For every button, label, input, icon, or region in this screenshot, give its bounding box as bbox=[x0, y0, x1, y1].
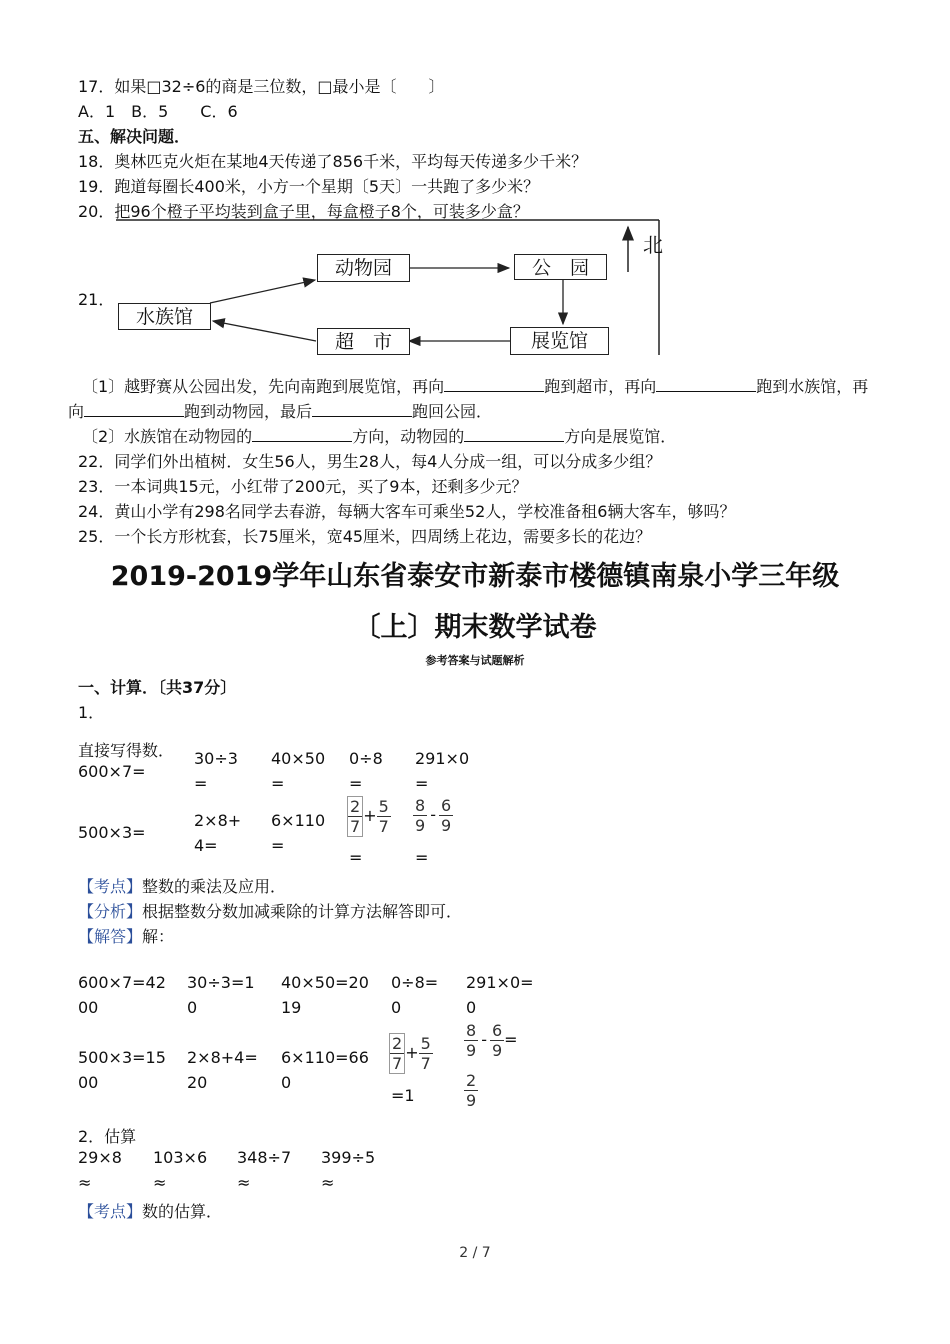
q19-text: 19．跑道每圈长400米，小方一个星期〔5天〕一共跑了多少米？ bbox=[78, 177, 540, 196]
calc-30div3-eq: = bbox=[194, 774, 208, 793]
q21-label: 21． bbox=[78, 290, 115, 309]
page-number: 2 / 7 bbox=[459, 1245, 491, 1261]
page-title-line2: 〔上〕期末数学试卷 bbox=[353, 612, 597, 643]
answer-item-1-number: 1． bbox=[78, 703, 105, 722]
blank-6[interactable] bbox=[464, 427, 564, 442]
calc-291x0-eq: = bbox=[415, 774, 429, 793]
sol-fraction-diff-result bbox=[464, 1071, 478, 1110]
sol-2x8plus4-b: 20 bbox=[187, 1073, 208, 1092]
sol-fraction-6-9: $\frac{6}{9}$ bbox=[491, 1021, 503, 1060]
fraction-sum-eq: = bbox=[349, 848, 363, 867]
sol-40x50-a: 40×50=20 bbox=[281, 973, 369, 992]
blank-2[interactable] bbox=[656, 377, 756, 392]
calc-600x7: 600×7= bbox=[78, 762, 146, 781]
sol-fraction-5-7: $\frac{5}{7}$ bbox=[420, 1034, 431, 1073]
fenxi-1: 【分析】根据整数分数加减乘除的计算方法解答即可． bbox=[78, 902, 463, 921]
est-29x8-approx: ≈ bbox=[78, 1173, 92, 1192]
sol-40x50-b: 19 bbox=[281, 998, 302, 1017]
page-subtitle: 参考答案与试题解析 bbox=[425, 654, 525, 667]
blank-3[interactable] bbox=[84, 402, 184, 417]
sol-plus-sign: + bbox=[405, 1043, 419, 1062]
sol-30div3-b: 0 bbox=[187, 998, 198, 1017]
calc-291x0: 291×0 bbox=[415, 749, 470, 768]
minus-sign: - bbox=[430, 805, 436, 824]
q21-part1-line2 bbox=[68, 399, 492, 422]
blank-1[interactable] bbox=[444, 377, 544, 392]
est-29x8: 29×8 bbox=[78, 1148, 122, 1167]
kaodian-2: 【考点】数的估算． bbox=[78, 1202, 223, 1221]
calc-6x110: 6×110 bbox=[271, 811, 326, 830]
map-supermarket: 超 市 bbox=[317, 328, 410, 355]
answer-section-one-heading: 一、计算．〔共37分〕 bbox=[78, 678, 237, 697]
sol-fraction-2-7: $\frac{2}{7}$ bbox=[389, 1033, 405, 1074]
jieda-tag: 【解答】 bbox=[78, 927, 143, 946]
sol-fraction-2-9: $\frac{2}{9}$ bbox=[466, 1071, 477, 1110]
sol-fraction-diff bbox=[464, 1021, 518, 1060]
fraction-8-9: $\frac{8}{9}$ bbox=[415, 796, 426, 835]
q21-part1-text-f: 跑回公园． bbox=[412, 402, 493, 421]
sol-30div3-a: 30÷3=1 bbox=[187, 973, 255, 992]
map-north-label: 北 bbox=[643, 233, 663, 257]
map-exhibition: 展览馆 bbox=[510, 327, 609, 355]
sol-fraction-8-9: $\frac{8}{9}$ bbox=[466, 1021, 477, 1060]
fraction-2-7: $\frac{2}{7}$ bbox=[347, 796, 363, 837]
sol-291x0-b: 0 bbox=[466, 998, 477, 1017]
fraction-6-9: $\frac{6}{9}$ bbox=[440, 796, 452, 835]
arrow-supermarket-to-aquarium bbox=[213, 321, 316, 341]
calc-6x110-eq: = bbox=[271, 836, 285, 855]
jieda-1: 【解答】解： bbox=[78, 927, 175, 946]
kaodian-tag: 【考点】 bbox=[78, 877, 143, 896]
calc-500x3: 500×3= bbox=[78, 823, 146, 842]
sol-2x8plus4-a: 2×8+4= bbox=[187, 1048, 258, 1067]
q23-text: 23．一本词典15元，小红带了200元，买了9本，还剩多少元？ bbox=[78, 477, 528, 496]
calc-intro: 直接写得数． bbox=[78, 741, 175, 760]
est-348div7-approx: ≈ bbox=[237, 1173, 251, 1192]
sol-diff-eq: = bbox=[504, 1030, 518, 1049]
sol-600x7-a: 600×7=42 bbox=[78, 973, 166, 992]
q22-text: 22．同学们外出植树．女生56人，男生28人，每4人分成一组，可以分成多少组？ bbox=[78, 452, 662, 471]
page-title-line1: 2019-2019学年山东省泰安市新泰市楼德镇南泉小学三年级 bbox=[110, 561, 840, 592]
fraction-sum-expression bbox=[347, 796, 391, 837]
sol-fraction-sum-result: =1 bbox=[391, 1086, 415, 1105]
est-399div5: 399÷5 bbox=[321, 1148, 376, 1167]
est-103x6: 103×6 bbox=[153, 1148, 208, 1167]
est-103x6-approx: ≈ bbox=[153, 1173, 167, 1192]
sol-291x0-a: 291×0= bbox=[466, 973, 534, 992]
fraction-diff-eq: = bbox=[415, 848, 429, 867]
est-399div5-approx: ≈ bbox=[321, 1173, 335, 1192]
plus-sign: + bbox=[363, 806, 377, 825]
sol-minus-sign: - bbox=[481, 1030, 487, 1049]
answer-item-2-heading: 2．估算 bbox=[78, 1127, 137, 1146]
q21-part2-text-b: 方向，动物园的 bbox=[352, 427, 465, 446]
calc-40x50-eq: = bbox=[271, 774, 285, 793]
q21-part2-text-a: 〔2〕水族馆在动物园的 bbox=[82, 427, 253, 446]
calc-0div8: 0÷8 bbox=[349, 749, 383, 768]
blank-5[interactable] bbox=[252, 427, 352, 442]
kaodian-1: 【考点】整数的乘法及应用． bbox=[78, 877, 287, 896]
kaodian-tag-2: 【考点】 bbox=[78, 1202, 143, 1221]
q17-text: 17．如果□32÷6的商是三位数，□最小是〔 〕 bbox=[78, 77, 445, 96]
q17-options: A．1 B．5 C．6 bbox=[78, 102, 238, 121]
calc-2x8plus4: 2×8+ bbox=[194, 811, 242, 830]
sol-6x110-a: 6×110=66 bbox=[281, 1048, 369, 1067]
q21-part1-text-d: 向 bbox=[68, 402, 85, 421]
q21-part2-text-c: 方向是展览馆． bbox=[564, 427, 677, 446]
q21-part1-line1 bbox=[82, 374, 868, 397]
est-348div7: 348÷7 bbox=[237, 1148, 292, 1167]
q21-part1-text-b: 跑到超市，再向 bbox=[544, 377, 657, 396]
fenxi-tag: 【分析】 bbox=[78, 902, 143, 921]
sol-0div8-a: 0÷8= bbox=[391, 973, 439, 992]
sol-500x3-b: 00 bbox=[78, 1073, 99, 1092]
q21-part1-text-c: 跑到水族馆，再 bbox=[756, 377, 869, 396]
q21-part1-text-e: 跑到动物园，最后 bbox=[184, 402, 313, 421]
q18-text: 18．奥林匹克火炬在某地4天传递了856千米，平均每天传递多少千米？ bbox=[78, 152, 588, 171]
blank-4[interactable] bbox=[312, 402, 412, 417]
q24-text: 24．黄山小学有298名同学去春游，每辆大客车可乘坐52人，学校准备租6辆大客车，够吗？ bbox=[78, 502, 736, 521]
calc-40x50: 40×50 bbox=[271, 749, 326, 768]
q21-part2-line bbox=[82, 424, 676, 447]
fraction-diff-expression bbox=[413, 796, 453, 835]
q20-text: 20．把96个橙子平均装到盒子里，每盒橙子8个，可装多少盒？ bbox=[78, 202, 529, 221]
fraction-5-7: $\frac{5}{7}$ bbox=[378, 797, 389, 836]
sol-6x110-b: 0 bbox=[281, 1073, 292, 1092]
sol-600x7-b: 00 bbox=[78, 998, 99, 1017]
calc-30div3: 30÷3 bbox=[194, 749, 238, 768]
calc-0div8-eq: = bbox=[349, 774, 363, 793]
sol-fraction-sum bbox=[389, 1033, 433, 1074]
map-zoo: 动物园 bbox=[317, 254, 410, 282]
sol-500x3-a: 500×3=15 bbox=[78, 1048, 166, 1067]
sol-0div8-b: 0 bbox=[391, 998, 402, 1017]
section-five-heading: 五、解决问题． bbox=[78, 127, 191, 146]
calc-2x8plus4-b: 4= bbox=[194, 836, 218, 855]
q21-part1-text-a: 〔1〕越野赛从公园出发，先向南跑到展览馆，再向 bbox=[82, 377, 445, 396]
arrow-aquarium-to-zoo bbox=[210, 280, 315, 303]
q25-text: 25．一个长方形枕套，长75厘米，宽45厘米，四周绣上花边，需要多长的花边？ bbox=[78, 527, 652, 546]
map-aquarium: 水族馆 bbox=[118, 303, 211, 330]
map-park: 公 园 bbox=[514, 254, 607, 280]
